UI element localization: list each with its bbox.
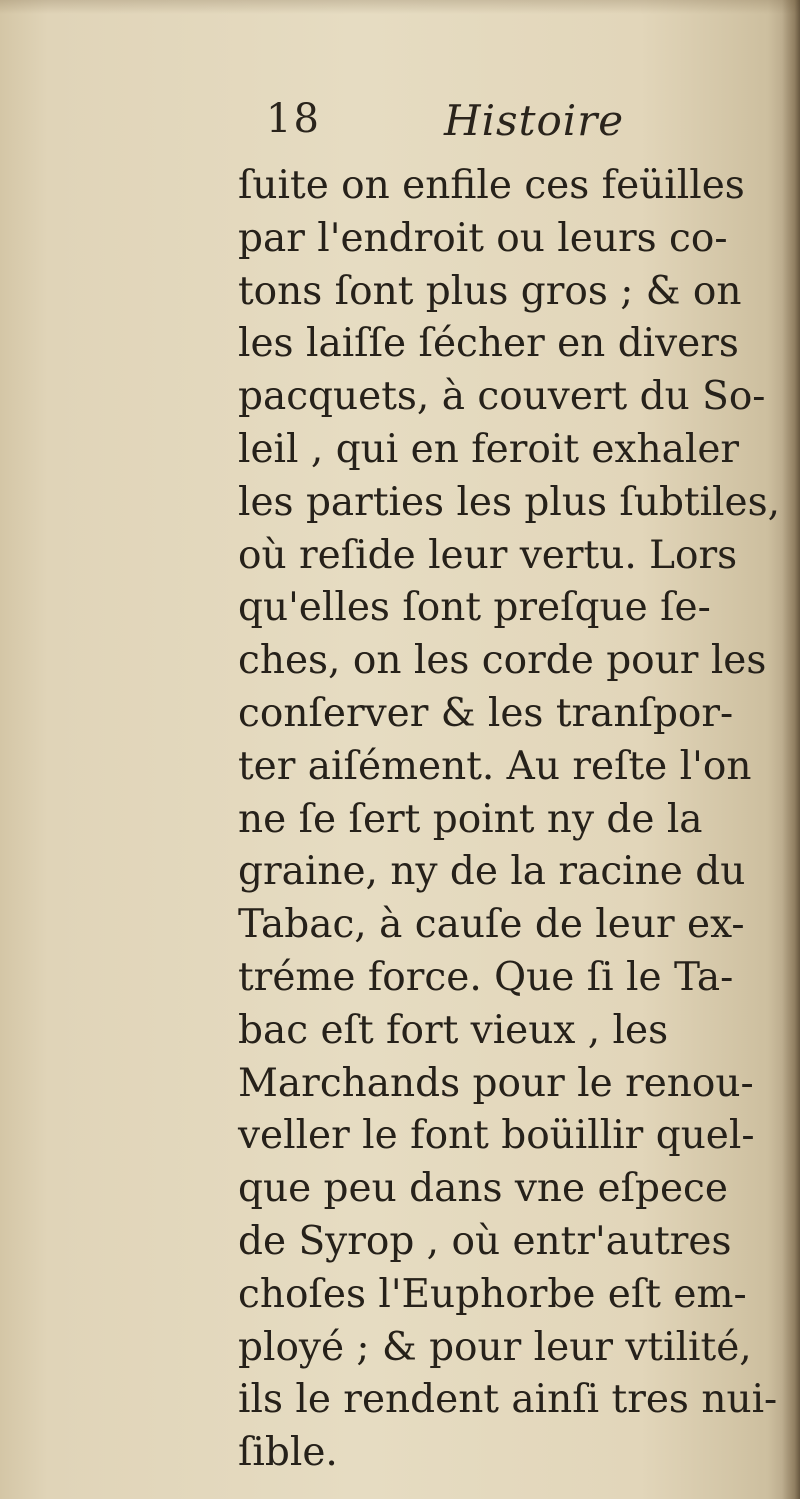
text-line: veller le font boüillir quel- (238, 1113, 755, 1159)
page-gutter-shadow (782, 0, 800, 1499)
text-line: qu'elles ſont preſque ſe- (238, 585, 711, 631)
page-number: 18 (266, 96, 321, 142)
text-line: où reſide leur vertu. Lors (238, 532, 738, 578)
text-line: ne ſe ſert point ny de la (238, 796, 703, 842)
text-line: tons ſont plus gros ; & on (238, 268, 742, 314)
text-line: tréme force. Que ſi le Ta- (238, 954, 734, 1000)
page-header (266, 96, 686, 156)
text-line: les parties les plus ſubtiles, (238, 479, 781, 525)
running-title: Histoire (444, 96, 625, 145)
text-line: conſerver & les tranſpor- (238, 690, 734, 736)
text-line: choſes l'Euphorbe eſt em- (238, 1271, 747, 1317)
text-line: Tabac, à cauſe de leur ex- (238, 902, 745, 948)
text-line: les laiſſe ſécher en divers (238, 321, 739, 367)
text-line: ter aiſément. Au reſte l'on (238, 743, 752, 789)
text-line: ches, on les corde pour les (238, 638, 767, 684)
text-line: leil , qui en feroit exhaler (238, 426, 740, 472)
text-line: ſuite on enfile ces feüilles (238, 163, 745, 208)
body-text (238, 160, 781, 1480)
text-line: que peu dans vne eſpece (238, 1166, 728, 1212)
text-line: de Syrop , où entr'autres (238, 1218, 732, 1264)
text-line: bac eſt fort vieux , les (238, 1007, 669, 1053)
text-line: pacquets, à couvert du So- (238, 374, 766, 420)
text-line: ils le rendent ainſi tres nui- (238, 1377, 778, 1423)
page-top-shadow (0, 0, 800, 14)
text-line: par l'endroit ou leurs co- (238, 215, 728, 261)
text-line: Marchands pour le renou- (238, 1060, 754, 1106)
text-line: graine, ny de la racine du (238, 849, 746, 895)
text-line: ſible. (238, 1430, 338, 1476)
text-line: ployé ; & pour leur vtilité, (238, 1324, 752, 1370)
